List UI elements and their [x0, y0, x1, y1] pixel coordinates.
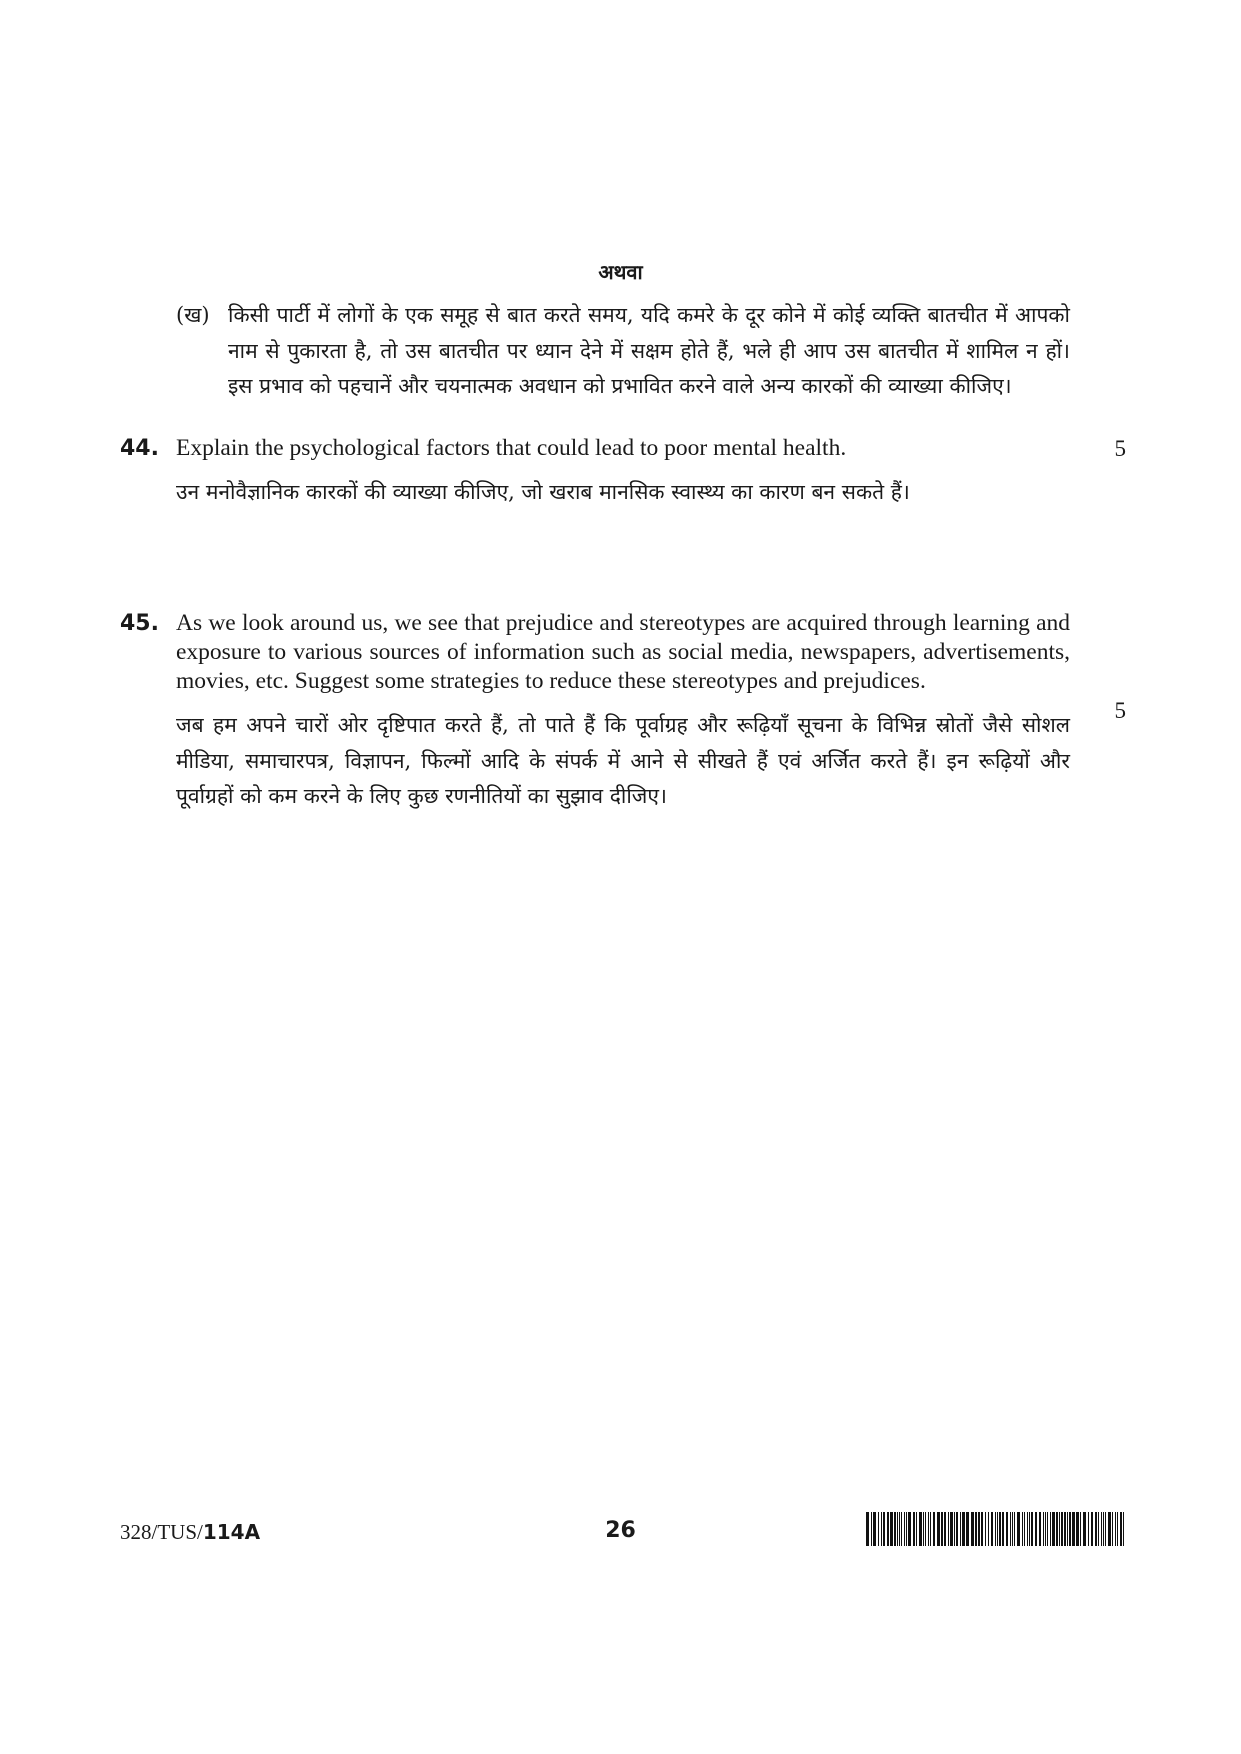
barcode-bar [1072, 1512, 1075, 1546]
barcode-bar [1103, 1512, 1104, 1546]
barcode-bar [1027, 1512, 1028, 1546]
barcode-bar [978, 1512, 980, 1546]
barcode-bar [981, 1512, 983, 1546]
paper-code-bold: 114A [202, 1520, 261, 1544]
question-45 [120, 609, 1126, 815]
barcode-bar [1115, 1512, 1116, 1546]
barcode-bar [1024, 1512, 1025, 1546]
question-body [176, 434, 1070, 511]
barcode-bar [1061, 1512, 1063, 1546]
barcode-bar [966, 1512, 969, 1546]
barcode-bar [1105, 1512, 1106, 1546]
question-english-text: As we look around us, we see that prejudice and stereotypes are acquired through learning and exposure to various sources of information such as social media, newspapers, advertisements, movies, etc. Suggest some strategies to reduce these stereotypes and prejudices. [176, 610, 1070, 694]
barcode-bar [878, 1512, 879, 1546]
barcode-bar [1050, 1512, 1051, 1546]
barcode-bar [975, 1512, 977, 1546]
barcode-bar [991, 1512, 993, 1546]
barcode-bar [1043, 1512, 1044, 1546]
barcode-bar [950, 1512, 953, 1546]
barcode-bar [1123, 1512, 1124, 1546]
barcode-bar [904, 1512, 905, 1546]
barcode-bar [1076, 1512, 1079, 1546]
barcode-bar [985, 1512, 986, 1546]
barcode-bar [916, 1512, 917, 1546]
barcode-bar [1014, 1512, 1015, 1546]
barcode-bar [1017, 1512, 1020, 1546]
barcode-bar [1010, 1512, 1011, 1546]
barcode-bar [1012, 1512, 1013, 1546]
barcode-bar [962, 1512, 965, 1546]
barcode-bar [866, 1512, 869, 1546]
barcode-bar [999, 1512, 1001, 1546]
question-marks: 5 [1114, 698, 1126, 723]
barcode-bar [937, 1512, 940, 1546]
barcode-bar [948, 1512, 949, 1546]
paper-code-prefix: 328/TUS/ [120, 1520, 203, 1544]
barcode-bar [1031, 1512, 1033, 1546]
barcode-bar [933, 1512, 935, 1546]
barcode-bar [883, 1512, 885, 1546]
sub-question-label: (ख) [176, 303, 210, 327]
question-number: 45. [120, 611, 159, 636]
barcode-bar [923, 1512, 924, 1546]
barcode-bar [1117, 1512, 1118, 1546]
barcode-bar [901, 1512, 902, 1546]
barcode-bar [871, 1512, 872, 1546]
barcode-bar [1067, 1512, 1068, 1546]
barcode-bar [956, 1512, 958, 1546]
barcode-bar [1002, 1512, 1004, 1546]
barcode-bar [899, 1512, 900, 1546]
barcode-bar [1059, 1512, 1060, 1546]
question-44 [120, 434, 1126, 511]
question-marks: 5 [1114, 436, 1126, 461]
barcode-bar [1098, 1512, 1099, 1546]
question-hindi-text: जब हम अपने चारों ओर दृष्टिपात करते हैं, तो पाते हैं कि पूर्वाग्रह और रूढ़ियाँ सूचना के विभिन्न स्रोतों जैसे सोशल मीडिया, समाचारपत्र, विज्ञापन, फिल्मों आदि के संपर्क में आने से सीखते हैं एवं अर्जित करते हैं। इन रूढ़ियों और पूर्वाग्रहों को कम करने के लिए कुछ रणनीतियों का सुझाव दीजिए। [176, 713, 1070, 808]
barcode-bar [941, 1512, 943, 1546]
barcode-icon [866, 1512, 1126, 1546]
barcode-bar [908, 1512, 911, 1546]
barcode-bar [1091, 1512, 1093, 1546]
question-number: 44. [120, 436, 159, 461]
barcode-bar [1083, 1512, 1086, 1546]
barcode-bar [1045, 1512, 1046, 1546]
barcode-bar [925, 1512, 926, 1546]
barcode-bar [890, 1512, 893, 1546]
barcode-bar [1006, 1512, 1008, 1546]
barcode-bar [1120, 1512, 1122, 1546]
barcode-bar [897, 1512, 898, 1546]
barcode-bar [1039, 1512, 1041, 1546]
barcode-bar [894, 1512, 896, 1546]
barcode-bar [1080, 1512, 1081, 1546]
barcode-bar [1064, 1512, 1066, 1546]
sub-question-text: किसी पार्टी में लोगों के एक समूह से बात करते समय, यदि कमरे के दूर कोने में कोई व्यक्ति बातचीत में आपको नाम से पुकारता है, तो उस बातचीत पर ध्यान देने में सक्षम होते हैं, भले ही आप उस बातचीत में शामिल न हों। इस प्रभाव को पहचानें और चयनात्मक अवधान को प्रभावित करने वाले अन्य कारकों की व्याख्या कीजिए। [228, 303, 1070, 398]
barcode-bar [919, 1512, 922, 1546]
barcode-bar [997, 1512, 998, 1546]
barcode-bar [1108, 1512, 1111, 1546]
barcode-bar [1052, 1512, 1055, 1546]
barcode-bar [944, 1512, 946, 1546]
barcode-bar [995, 1512, 996, 1546]
barcode-bar [1056, 1512, 1058, 1546]
question-hindi-text: उन मनोवैज्ञानिक कारकों की व्याख्या कीजिए, जो खराब मानसिक स्वास्थ्य का कारण बन सकते हैं। [176, 480, 910, 504]
barcode-bar [930, 1512, 931, 1546]
barcode-bar [1029, 1512, 1030, 1546]
barcode-bar [906, 1512, 907, 1546]
barcode-bar [960, 1512, 961, 1546]
barcode-bar [954, 1512, 955, 1546]
barcode-bar [1101, 1512, 1102, 1546]
barcode-bar [928, 1512, 929, 1546]
barcode-bar [1112, 1512, 1113, 1546]
barcode-bar [1022, 1512, 1023, 1546]
barcode-bar [1047, 1512, 1048, 1546]
barcode-bar [1088, 1512, 1089, 1546]
barcode-bar [1035, 1512, 1037, 1546]
barcode-bar [1095, 1512, 1097, 1546]
barcode-bar [881, 1512, 882, 1546]
barcode-bar [988, 1512, 989, 1546]
page-number: 26 [605, 1518, 636, 1543]
or-heading: अथवा [598, 260, 643, 284]
barcode-bar [1069, 1512, 1071, 1546]
barcode-bar [971, 1512, 974, 1546]
sub-question-kha [176, 298, 1070, 405]
barcode-bar [873, 1512, 876, 1546]
barcode-bar [887, 1512, 889, 1546]
barcode-bar [913, 1512, 915, 1546]
question-body [176, 609, 1070, 815]
question-english-text: Explain the psychological factors that could lead to poor mental health. [176, 435, 847, 461]
